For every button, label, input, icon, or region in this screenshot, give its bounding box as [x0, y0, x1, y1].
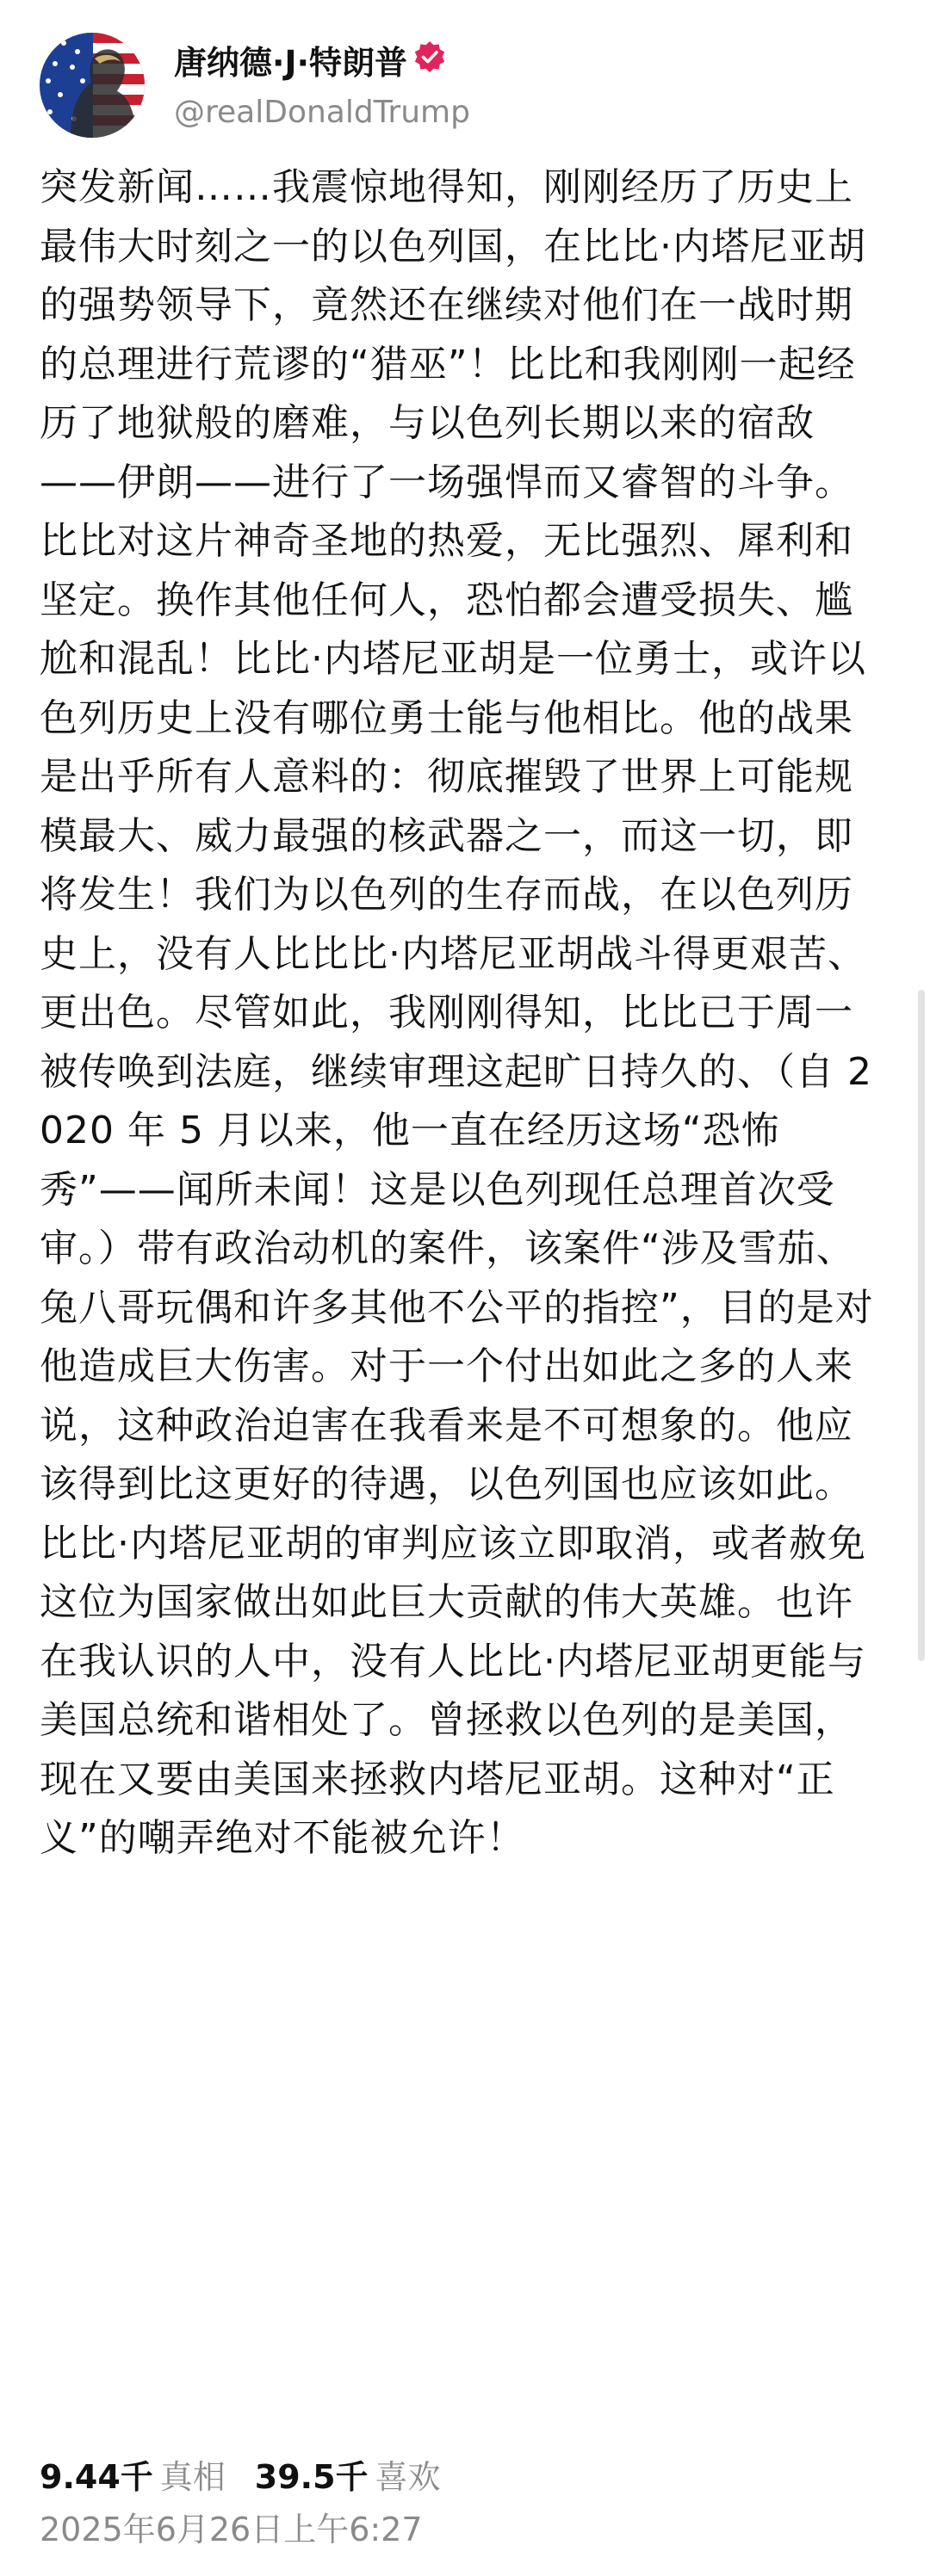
author-name-row[interactable]	[174, 40, 447, 86]
truths-label[interactable]: 真相	[159, 2458, 226, 2496]
avatar[interactable]	[40, 33, 145, 138]
author-handle[interactable]: @realDonaldTrump	[174, 95, 470, 130]
truths-count[interactable]: 9.44千	[40, 2458, 153, 2496]
likes-count[interactable]: 39.5千	[254, 2458, 369, 2496]
verified-badge-icon	[412, 40, 447, 86]
post-body-text: 突发新闻……我震惊地得知，刚刚经历了历史上最伟大时刻之一的以色列国，在比比·内塔尼亚胡的强势领导下，竟然还在继续对他们在一战时期的总理进行荒谬的“猎巫”！比比和我刚刚一起经历了地狱般的磨难，与以色列长期以来的宿敌——伊朗——进行了一场强悍而又睿智的斗争。比比对这片神奇圣地的热爱，无比强烈、犀利和坚定。换作其他任何人，恐怕都会遭受损失、尴尬和混乱！比比·内塔尼亚胡是一位勇士，或许以色列历史上没有哪位勇士能与他相比。他的战果是出乎所有人意料的：彻底摧毁了世界上可能规模最大、威力最强的核武器之一，而这一切，即将发生！我们为以色列的生存而战，在以色列历史上，没有人比比比·内塔尼亚胡战斗得更艰苦、更出色。尽管如此，我刚刚得知，比比已于周一被传唤到法庭，继续审理这起旷日持久的、（自 2020 年 5 月以来，他一直在经历这场“恐怖秀”——闻所未闻！这是以色列现任总理首次受审。）带有政治动机的案件，该案件“涉及雪茄、兔八哥玩偶和许多其他不公平的指控”，目的是对他造成巨大伤害。对于一个付出如此之多的人来说，这种政治迫害在我看来是不可想象的。他应该得到比这更好的待遇，以色列国也应该如此。比比·内塔尼亚胡的审判应该立即取消，或者赦免这位为国家做出如此巨大贡献的伟大英雄。也许在我认识的人中，没有人比比·内塔尼亚胡更能与美国总统和谐相处了。曾拯救以色列的是美国，现在又要由美国来拯救内塔尼亚胡。这种对“正义”的嘲弄绝对不能被允许！	[40, 165, 874, 1860]
scrollbar[interactable]	[918, 990, 925, 1661]
author-display-name[interactable]: 唐纳德·J·特朗普	[174, 44, 408, 82]
post-stats	[40, 2451, 441, 2503]
post-timestamp: 2025年6月26日上午6:27	[40, 2511, 423, 2548]
likes-label[interactable]: 喜欢	[375, 2458, 441, 2496]
post-header	[40, 33, 866, 145]
avatar-image-icon	[40, 33, 145, 138]
